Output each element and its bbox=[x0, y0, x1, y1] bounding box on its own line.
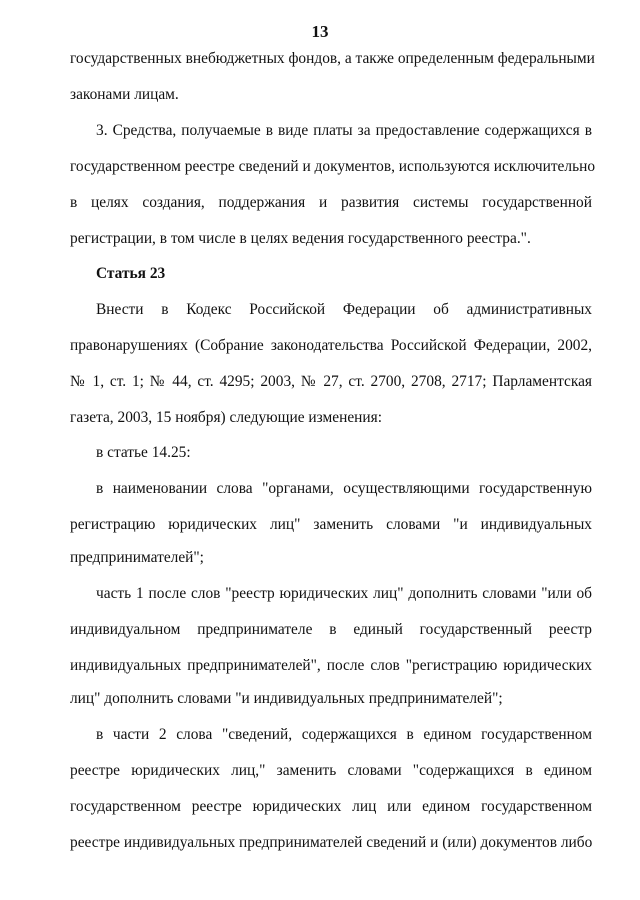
text-line: в целях создания, поддержания и развития системы государственной bbox=[70, 194, 592, 211]
page-number: 13 bbox=[311, 22, 329, 41]
text-line: реестре юридических лиц," заменить словами "содержащихся в едином bbox=[70, 762, 592, 779]
text-line: № 1, ст. 1; № 44, ст. 4295; 2003, № 27, ст. 2700, 2708, 2717; Парламентская bbox=[70, 373, 592, 390]
text-line: Внести в Кодекс Российской Федерации об административных bbox=[96, 301, 592, 318]
text-line: газета, 2003, 15 ноября) следующие изменения: bbox=[70, 409, 382, 426]
text-line: государственных внебюджетных фондов, а также определенным федеральными bbox=[70, 50, 595, 67]
text-line: в наименовании слова "органами, осуществляющими государственную bbox=[96, 480, 592, 497]
text-line: государственном реестре юридических лиц или едином государственном bbox=[70, 798, 592, 815]
text-line: индивидуальном предпринимателе в единый государственный реестр bbox=[70, 621, 592, 638]
text-line: правонарушениях (Собрание законодательства Российской Федерации, 2002, bbox=[70, 337, 592, 354]
text-line: лиц" дополнить словами "и индивидуальных предпринимателей"; bbox=[70, 690, 503, 707]
text-line: часть 1 после слов "реестр юридических лиц" дополнить словами "или об bbox=[96, 585, 592, 602]
text-line: реестре индивидуальных предпринимателей сведений и (или) документов либо bbox=[70, 834, 593, 851]
text-line: государственном реестре сведений и документов, используются исключительно bbox=[70, 158, 596, 175]
text-line: индивидуальных предпринимателей", после слов "регистрацию юридических bbox=[70, 657, 592, 674]
text-line: законами лицам. bbox=[70, 86, 179, 103]
text-line: в части 2 слова "сведений, содержащихся в едином государственном bbox=[96, 726, 592, 743]
text-line: предпринимателей"; bbox=[70, 549, 204, 566]
text-line: регистрацию юридических лиц" заменить словами "и индивидуальных bbox=[70, 516, 592, 533]
text-line: в статье 14.25: bbox=[96, 444, 191, 461]
article-heading: Статья 23 bbox=[96, 265, 166, 282]
text-line: регистрации, в том числе в целях ведения государственного реестра.". bbox=[70, 230, 531, 247]
text-line: 3. Средства, получаемые в виде платы за предоставление содержащихся в bbox=[96, 122, 592, 139]
